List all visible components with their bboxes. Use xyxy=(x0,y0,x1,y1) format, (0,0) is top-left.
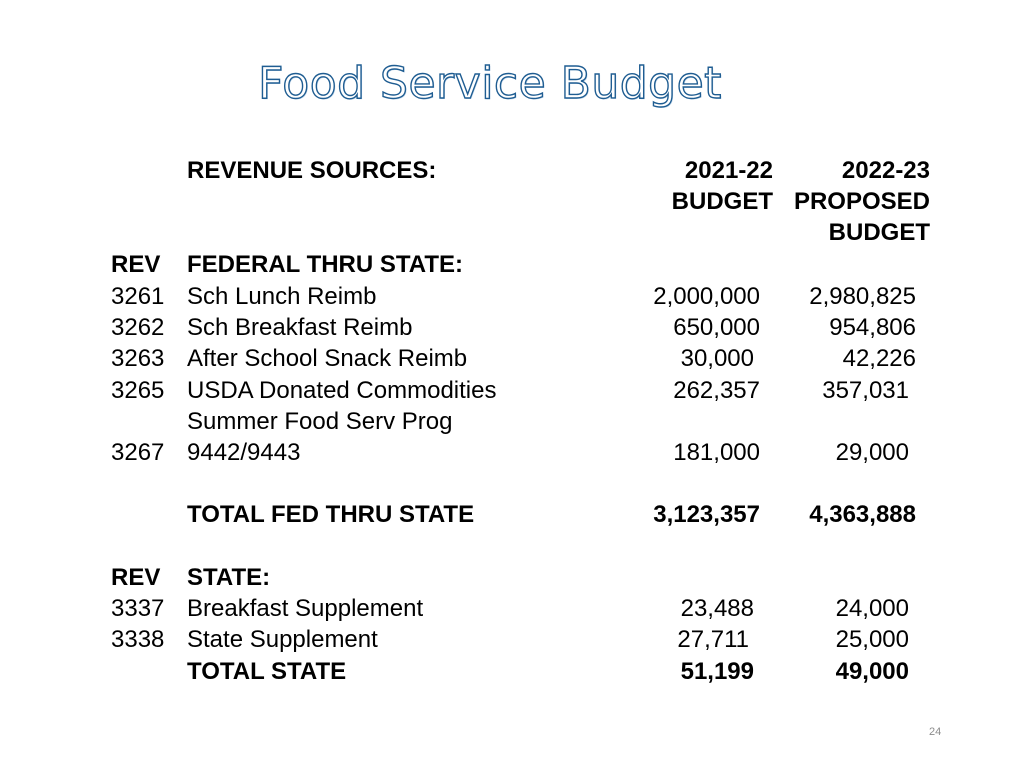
row-code: 3261 xyxy=(111,283,165,310)
row-proposed-2022-23: 29,000 xyxy=(835,439,909,466)
row-label-line2: 9442/9443 xyxy=(187,439,301,466)
row-label: Sch Breakfast Reimb xyxy=(187,314,413,341)
row-proposed-2022-23: 42,226 xyxy=(842,345,916,372)
row-label: USDA Donated Commodities xyxy=(187,377,497,404)
col2-header-proposed: PROPOSED xyxy=(793,188,930,215)
state-total-label: TOTAL STATE xyxy=(187,658,347,685)
state-total-2021-22: 51,199 xyxy=(680,658,754,685)
page-title xyxy=(0,58,1024,109)
page-number: 24 xyxy=(929,726,942,738)
federal-total-2022-23: 4,363,888 xyxy=(809,501,916,528)
row-label-line1: Summer Food Serv Prog xyxy=(187,408,453,435)
row-budget-2021-22: 650,000 xyxy=(673,314,760,341)
row-code: 3262 xyxy=(111,314,165,341)
federal-section-heading: FEDERAL THRU STATE: xyxy=(187,251,463,278)
col2-header-year: 2022-23 xyxy=(841,157,930,184)
row-proposed-2022-23: 954,806 xyxy=(829,314,916,341)
row-proposed-2022-23: 25,000 xyxy=(835,626,909,653)
row-code: 3337 xyxy=(111,595,165,622)
federal-rev-heading: REV xyxy=(111,251,161,278)
row-proposed-2022-23: 24,000 xyxy=(835,595,909,622)
row-budget-2021-22: 2,000,000 xyxy=(653,283,760,310)
row-proposed-2022-23: 357,031 xyxy=(822,377,909,404)
row-budget-2021-22: 262,357 xyxy=(673,377,760,404)
row-label: Sch Lunch Reimb xyxy=(187,283,377,310)
state-rev-heading: REV xyxy=(111,564,161,591)
row-code: 3338 xyxy=(111,626,165,653)
federal-total-label: TOTAL FED THRU STATE xyxy=(187,501,475,528)
row-code: 3265 xyxy=(111,377,165,404)
col1-header-budget: BUDGET xyxy=(671,188,773,215)
state-total-2022-23: 49,000 xyxy=(835,658,909,685)
row-budget-2021-22: 23,488 xyxy=(680,595,754,622)
row-proposed-2022-23: 2,980,825 xyxy=(809,283,916,310)
col1-header-year: 2021-22 xyxy=(684,157,773,184)
state-section-heading: STATE: xyxy=(187,564,271,591)
row-label: After School Snack Reimb xyxy=(187,345,468,372)
row-budget-2021-22: 27,711 xyxy=(677,626,749,653)
row-code: 3267 xyxy=(111,439,165,466)
row-label: State Supplement xyxy=(187,626,378,653)
row-budget-2021-22: 30,000 xyxy=(680,345,754,372)
page-title-text: Food Service Budget xyxy=(258,58,722,109)
row-code: 3263 xyxy=(111,345,165,372)
revenue-sources-heading: REVENUE SOURCES: xyxy=(187,157,437,184)
row-budget-2021-22: 181,000 xyxy=(673,439,760,466)
federal-total-2021-22: 3,123,357 xyxy=(653,501,760,528)
row-label: Breakfast Supplement xyxy=(187,595,424,622)
col2-header-budget: BUDGET xyxy=(828,219,930,246)
